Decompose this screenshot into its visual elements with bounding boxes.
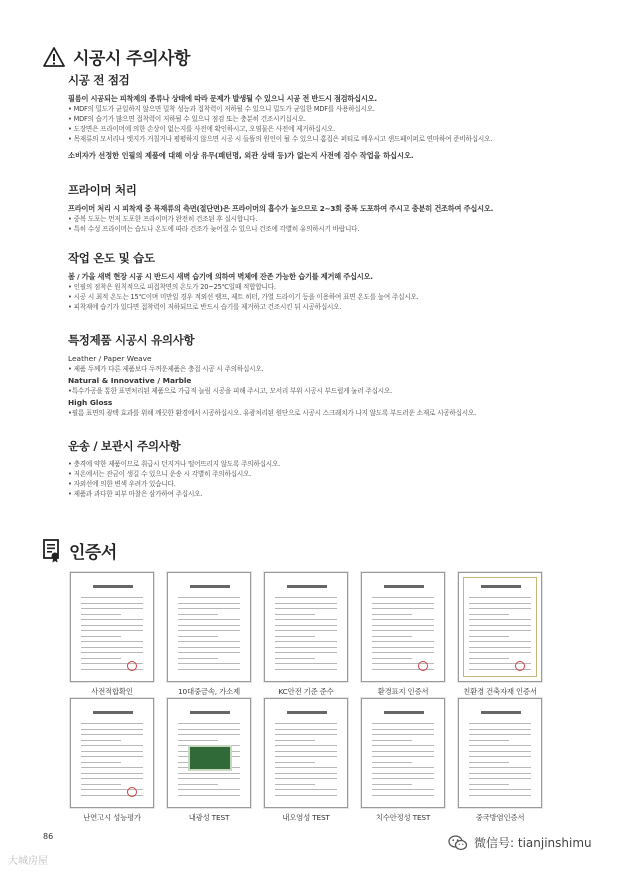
certificate-image: [458, 698, 542, 808]
certificate-image: [361, 572, 445, 682]
certificate-caption: 내오염성 TEST: [282, 813, 330, 822]
certificate-image: [70, 698, 154, 808]
certificate-card: [361, 698, 445, 823]
certificate-caption: 치수안정성 TEST: [375, 813, 431, 822]
section-lead: 봄 / 가을 새벽 현장 시공 시 반드시 새벽 습기에 의하여 벽체에 잔존 가능한 습기를 제거해 주십시오.: [68, 272, 373, 281]
certificate-caption: 중국방염인증서: [475, 813, 525, 822]
wechat-id: 微信号: tianjinshimu: [474, 836, 592, 850]
section-pre-check: [68, 72, 598, 161]
section-special-products: [68, 332, 598, 418]
certificate-image: [264, 572, 348, 682]
cert-heading: [43, 538, 117, 563]
list-item: • 자외선에 의한 변색 우려가 있습니다.: [68, 480, 176, 488]
certificate-image: [264, 698, 348, 808]
list-item: • 제품 두께가 다른 제품보다 두꺼운제품은 충접 시공 시 주의하십시오.: [68, 365, 264, 373]
certificate-card: [264, 698, 348, 823]
wechat-icon: [448, 835, 468, 851]
certificate-caption: 10대중금속, 가소제: [178, 687, 240, 696]
certificate-card: [361, 572, 445, 697]
certificate-card: [70, 698, 154, 823]
page-heading: [43, 44, 190, 69]
product-group-name: Natural & Innovative / Marble: [68, 376, 192, 385]
certificate-caption: 내광성 TEST: [188, 813, 230, 822]
list-item: • 목재류의 모서리나 엣지가 거칠거나 평평하지 않으면 시공 시 들뜸의 원인이 될 수 있으니 홈집은 퍼티로 메우시고 샌드페이퍼로 연마하여 준비하십시오.: [68, 135, 493, 143]
section-title: 프라이머 처리: [68, 183, 137, 197]
list-item: • 인필의 점착은 원칙적으로 피접착면의 온도가 20~25℃일때 적합합니다.: [68, 283, 276, 291]
section-temperature: [68, 250, 598, 312]
list-item: • 중복 도포는 먼저 도포한 프라이머가 완전히 건조된 후 실시합니다.: [68, 215, 258, 223]
list-item: •필름 표면의 광택 효과를 위해 깨끗한 환경에서 시공하십시오. 유광처리된 원단으로 시공시 스크래치가 나지 않도록 부드러운 소재로 시공하십시오.: [68, 409, 476, 417]
page-title: 시공시 주의사항: [73, 49, 190, 69]
certificate-card: [70, 572, 154, 697]
certificate-image: [167, 698, 251, 808]
list-item: • 도장면은 프라이머에 의한 손상이 없는지를 사전에 확인하시고, 오염물은 사전에 제거하십시오.: [68, 125, 336, 133]
list-item: • MDF의 밀도가 균일하지 않으면 밀착 성능과 접착력이 저하될 수 있으니 밀도가 균일한 MDF를 사용하십시오.: [68, 105, 375, 113]
certificate-card: [264, 572, 348, 697]
certificate-card: [167, 698, 251, 823]
certificate-caption: 환경표지 인증서: [377, 687, 429, 696]
list-item: • 시공 시 최적 온도는 15℃이며 미만일 경우 적외선 램프, 제트 히터, 가열 드라이기 등을 이용하여 표면 온도를 높여 주십시오.: [68, 293, 419, 301]
section-transport: [68, 438, 598, 499]
section-primer: [68, 182, 598, 234]
certificate-image: [361, 698, 445, 808]
page-number: 86: [43, 832, 54, 841]
list-item: • MDF의 습기가 많으면 접착력이 저하될 수 있으니 점검 또는 충분히 건조시키십시오.: [68, 115, 306, 123]
list-item: • 저온에서는 잔금이 생길 수 있으니 운송 시 각별히 주의하십시오.: [68, 470, 252, 478]
section-lead: 필름이 시공되는 피착제의 종류나 상태에 따라 문제가 발생될 수 있으니 시공 전 반드시 점검하십시오.: [68, 94, 377, 103]
wechat-watermark: [448, 834, 592, 851]
certificate-caption: 난연고시 성능평가: [83, 813, 141, 822]
section-lead: 프라이머 처리 시 피착재 중 목재류의 측면(절단면)은 프라이머의 흡수가 높으므로 2~3회 중복 도포하여 주시고 충분히 건조하여 주십시오.: [68, 204, 494, 213]
product-group-name: High Gloss: [68, 398, 113, 407]
certificate-image: [458, 572, 542, 682]
certificate-card: [167, 572, 251, 697]
section-title: 작업 온도 및 습도: [68, 251, 155, 265]
footer-watermark: 大城房屋: [8, 856, 48, 867]
list-item: • 피착재에 습기가 있다면 접착력이 저하되므로 반드시 습기를 제거하고 건조시킨 뒤 시공하십시오.: [68, 303, 342, 311]
section-note: 소비자가 선정한 인필의 제품에 대해 이상 유무(패턴명, 외관 상태 등)가 없는지 사전에 검수 작업을 하십시오.: [68, 151, 414, 160]
product-group-name: Leather / Paper Weave: [68, 354, 152, 363]
list-item: •특수가공을 통한 표면처리된 제품으로 가급적 늘림 시공을 피해 주시고, 모서리 부위 시공시 부드럽게 눌러 주십시오.: [68, 387, 392, 395]
section-title: 시공 전 점검: [68, 73, 130, 87]
certificate-icon: [43, 539, 61, 563]
section-title: 특정제품 시공시 유의사항: [68, 333, 195, 347]
certificate-caption: 사전적합확인: [91, 687, 133, 696]
certificate-image: [167, 572, 251, 682]
certificate-image: [70, 572, 154, 682]
certificate-caption: 친환경 건축자재 인증서: [463, 687, 537, 696]
certificate-caption: KC안전 기준 준수: [278, 687, 334, 696]
certificate-card: [458, 698, 542, 823]
certificate-card: [458, 572, 542, 697]
cert-section-title: 인증서: [69, 543, 117, 563]
list-item: • 제품과 과다한 피부 마찰은 삼가하여 주십시오.: [68, 490, 203, 498]
list-item: • 충격에 약한 제품이므로 취급시 던지거나 떨어뜨리지 않도록 주의하십시오.: [68, 460, 281, 468]
warning-icon: [43, 47, 65, 67]
list-item: • 특히 수성 프라이머는 습도나 온도에 따라 건조가 늦어질 수 있으니 건조에 각별히 유의하시기 바랍니다.: [68, 225, 360, 233]
section-title: 운송 / 보관시 주의사항: [68, 439, 181, 453]
